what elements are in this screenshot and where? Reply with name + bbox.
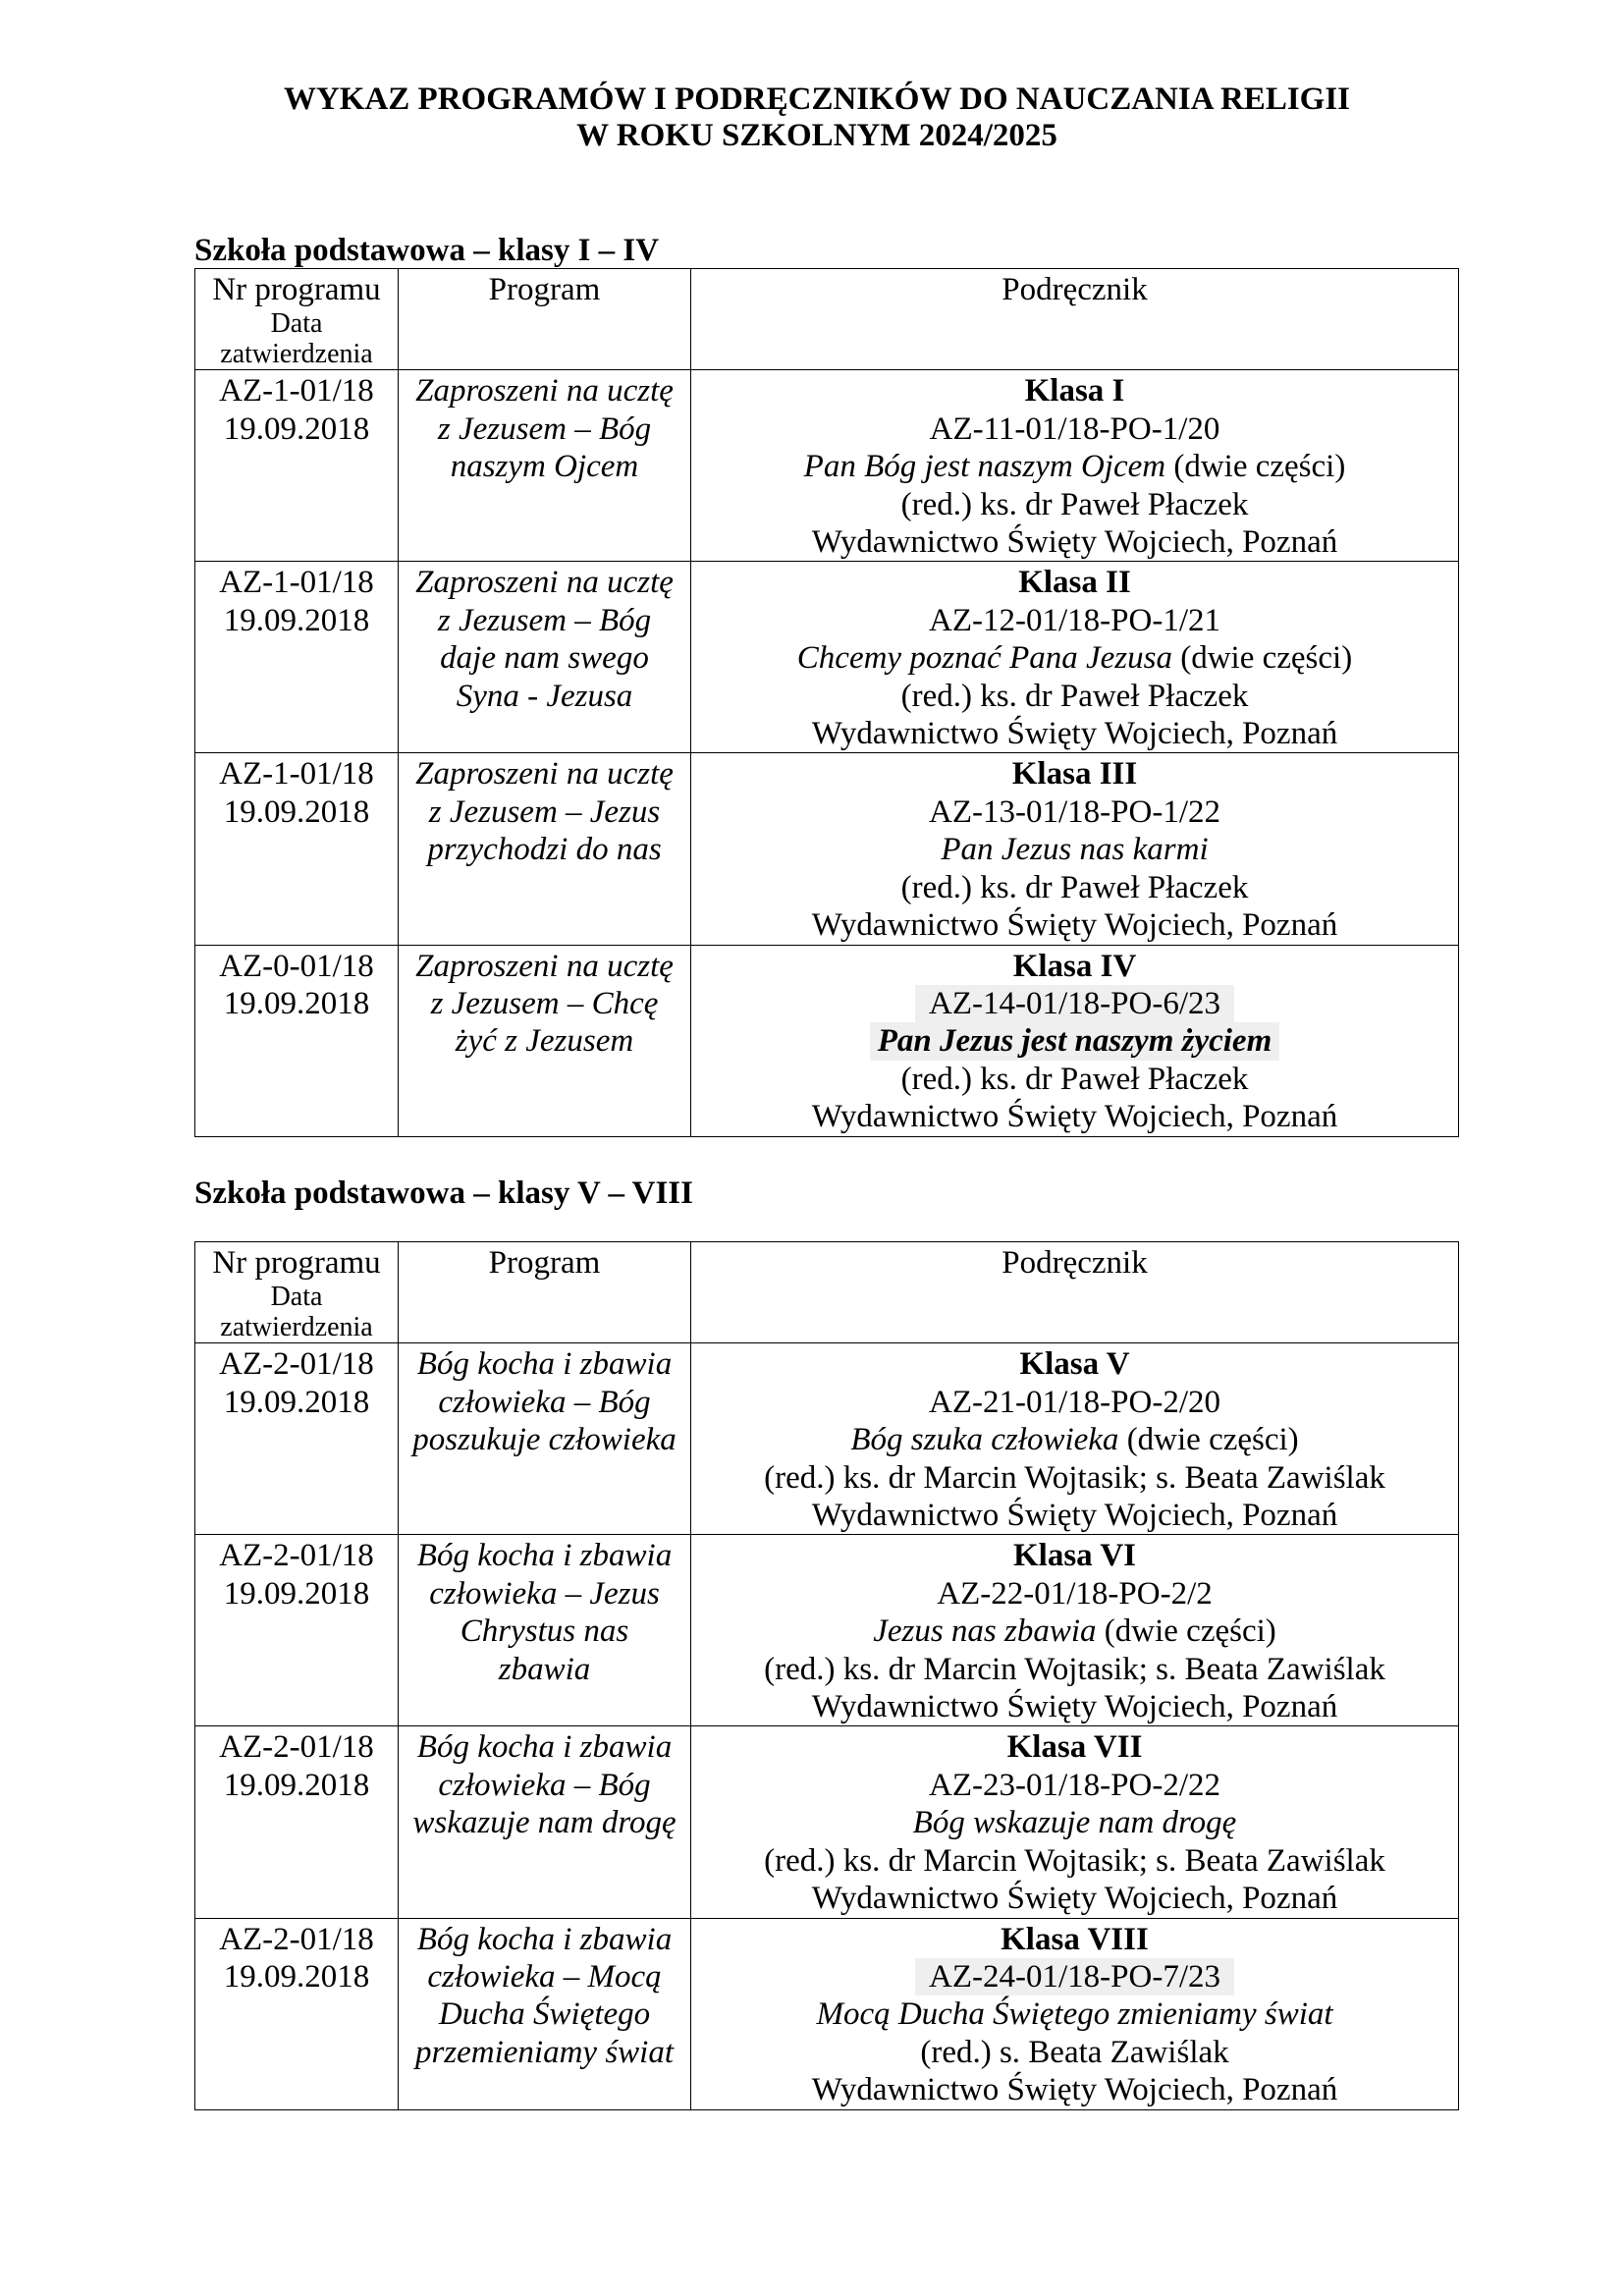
approval-date: 19.09.2018 xyxy=(223,1575,370,1612)
textbook-title: Pan Bóg jest naszym Ojcem xyxy=(803,449,1166,485)
section-1-table-body xyxy=(195,370,1459,1136)
header-approval-label: zatwierdzenia xyxy=(220,339,373,370)
textbook-code-line xyxy=(695,1384,1454,1421)
program-number-cell xyxy=(195,753,399,945)
header-textbook: Podręcznik xyxy=(691,269,1459,370)
program-number-cell xyxy=(195,1535,399,1726)
textbook-title: Mocą Ducha Świętego zmieniamy świat xyxy=(816,1996,1333,2033)
textbook-approval-code: AZ-22-01/18-PO-2/2 xyxy=(937,1575,1213,1612)
program-name-line: człowieka – Bóg xyxy=(438,1384,651,1420)
program-number: AZ-1-01/18 xyxy=(219,756,374,793)
textbook-approval-code: AZ-11-01/18-PO-1/20 xyxy=(929,410,1220,447)
header-date-label: Data xyxy=(270,308,323,340)
section-1-table xyxy=(194,268,1459,1137)
program-name-line: Zaproszeni na ucztę xyxy=(415,373,674,410)
textbook-editors: (red.) ks. dr Paweł Płaczek xyxy=(900,1061,1249,1097)
program-name-line: Zaproszeni na ucztę xyxy=(415,565,674,601)
program-name-line: z Jezusem – Bóg xyxy=(437,602,652,638)
textbook-title-line xyxy=(695,1613,1454,1650)
program-name-line: żyć z Jezusem xyxy=(455,1023,634,1060)
program-name-line: Ducha Świętego xyxy=(438,1996,651,2033)
document-title-line-2: W ROKU SZKOLNYM 2024/2025 xyxy=(576,118,1057,153)
textbook-publisher: Wydawnictwo Święty Wojciech, Poznań xyxy=(811,1689,1338,1725)
textbook-title: Pan Jezus nas karmi xyxy=(941,832,1209,868)
program-name-line: przemieniamy świat xyxy=(414,2034,675,2070)
header-program-number-label: Nr programu xyxy=(212,1245,381,1281)
table-row xyxy=(195,1535,1459,1726)
program-name-line: naszym Ojcem xyxy=(450,449,639,485)
textbook-title: Chcemy poznać Pana Jezusa xyxy=(796,640,1172,677)
textbook-publisher: Wydawnictwo Święty Wojciech, Poznań xyxy=(811,1881,1338,1917)
textbook-cell xyxy=(691,562,1459,753)
program-number-cell xyxy=(195,945,399,1136)
program-cell xyxy=(399,1343,691,1535)
section-2-heading: Szkoła podstawowa – klasy V – VIII xyxy=(194,1175,693,1211)
header-program: Program xyxy=(399,1242,691,1343)
textbook-approval-code: AZ-23-01/18-PO-2/22 xyxy=(929,1767,1220,1803)
program-name-line: Bóg kocha i zbawia xyxy=(416,1346,673,1383)
table-header-row xyxy=(195,269,1459,370)
textbook-parts-note: (dwie części) xyxy=(1104,1613,1276,1650)
program-name-line: Bóg kocha i zbawia xyxy=(416,1538,673,1574)
table-header-row xyxy=(195,1242,1459,1343)
document-title xyxy=(194,82,1439,154)
program-number: AZ-1-01/18 xyxy=(219,565,374,601)
program-name-line: przychodzi do nas xyxy=(427,832,662,868)
program-name-line: Zaproszeni na ucztę xyxy=(415,948,674,984)
textbook-title: Pan Jezus jest naszym życiem xyxy=(870,1022,1280,1060)
textbook-cell xyxy=(691,753,1459,945)
table-row xyxy=(195,945,1459,1136)
program-name-line: wskazuje nam drogę xyxy=(412,1805,677,1841)
table-row xyxy=(195,370,1459,562)
textbook-cell xyxy=(691,945,1459,1136)
textbook-editors: (red.) ks. dr Paweł Płaczek xyxy=(900,678,1249,714)
program-cell xyxy=(399,1535,691,1726)
header-program: Program xyxy=(399,269,691,370)
textbook-publisher: Wydawnictwo Święty Wojciech, Poznań xyxy=(811,1498,1338,1534)
textbook-code-line xyxy=(695,410,1454,448)
program-number-cell xyxy=(195,1343,399,1535)
table-row xyxy=(195,1918,1459,2109)
section-1-heading: Szkoła podstawowa – klasy I – IV xyxy=(194,233,660,268)
textbook-title-line xyxy=(695,1995,1454,2033)
textbook-title: Bóg wskazuje nam drogę xyxy=(912,1805,1237,1841)
table-row xyxy=(195,562,1459,753)
textbook-publisher: Wydawnictwo Święty Wojciech, Poznań xyxy=(811,1099,1338,1135)
program-name-line: poszukuje człowieka xyxy=(412,1422,677,1458)
program-name-line: Syna - Jezusa xyxy=(456,678,633,714)
textbook-cell xyxy=(691,1918,1459,2109)
grade-label: Klasa I xyxy=(1024,373,1125,410)
program-number: AZ-1-01/18 xyxy=(219,373,374,410)
header-program-number xyxy=(195,269,399,370)
textbook-cell xyxy=(691,370,1459,562)
program-number: AZ-2-01/18 xyxy=(219,1729,374,1766)
program-name-line: człowieka – Mocą xyxy=(427,1958,662,1995)
textbook-editors: (red.) ks. dr Marcin Wojtasik; s. Beata Zawiślak xyxy=(764,1651,1385,1687)
textbook-editors: (red.) s. Beata Zawiślak xyxy=(920,2034,1229,2070)
table-row xyxy=(195,1343,1459,1535)
section-2-table-body xyxy=(195,1343,1459,2109)
program-number-cell xyxy=(195,562,399,753)
program-cell xyxy=(399,1726,691,1918)
program-number: AZ-2-01/18 xyxy=(219,1921,374,1957)
approval-date: 19.09.2018 xyxy=(223,1767,370,1803)
approval-date: 19.09.2018 xyxy=(223,602,370,638)
grade-label: Klasa III xyxy=(1011,756,1138,793)
textbook-title: Bóg szuka człowieka xyxy=(850,1422,1119,1458)
program-name-line: daje nam swego xyxy=(440,640,649,677)
textbook-approval-code: AZ-13-01/18-PO-1/22 xyxy=(929,793,1220,830)
program-name-line: człowieka – Jezus xyxy=(429,1575,660,1612)
program-name-line: Zaproszeni na ucztę xyxy=(415,756,674,793)
textbook-cell xyxy=(691,1343,1459,1535)
textbook-cell xyxy=(691,1535,1459,1726)
header-approval-label: zatwierdzenia xyxy=(220,1312,373,1343)
textbook-title-line xyxy=(695,448,1454,485)
program-name-line: z Jezusem – Bóg xyxy=(437,410,652,447)
textbook-title-line xyxy=(695,639,1454,677)
program-number: AZ-0-01/18 xyxy=(219,948,374,984)
textbook-title-line xyxy=(695,1804,1454,1841)
textbook-publisher: Wydawnictwo Święty Wojciech, Poznań xyxy=(811,524,1338,561)
textbook-code-line xyxy=(695,1767,1454,1804)
header-program-number xyxy=(195,1242,399,1343)
program-number-cell xyxy=(195,1726,399,1918)
table-row xyxy=(195,753,1459,945)
grade-label: Klasa IV xyxy=(1012,948,1137,984)
program-number: AZ-2-01/18 xyxy=(219,1538,374,1574)
program-cell xyxy=(399,370,691,562)
header-date-label: Data xyxy=(270,1282,323,1313)
textbook-code-line xyxy=(695,793,1454,831)
table-row xyxy=(195,1726,1459,1918)
textbook-parts-note: (dwie części) xyxy=(1126,1422,1299,1458)
textbook-editors: (red.) ks. dr Paweł Płaczek xyxy=(900,869,1249,905)
textbook-publisher: Wydawnictwo Święty Wojciech, Poznań xyxy=(811,2072,1338,2108)
textbook-approval-code: AZ-21-01/18-PO-2/20 xyxy=(929,1384,1220,1420)
grade-label: Klasa II xyxy=(1018,565,1131,601)
grade-label: Klasa V xyxy=(1019,1346,1130,1383)
program-name-line: Bóg kocha i zbawia xyxy=(416,1729,673,1766)
program-cell xyxy=(399,1918,691,2109)
header-program-number-label: Nr programu xyxy=(212,272,381,307)
grade-label: Klasa VII xyxy=(1006,1729,1143,1766)
program-name-line: człowieka – Bóg xyxy=(438,1767,651,1803)
textbook-approval-code: AZ-24-01/18-PO-7/23 xyxy=(915,1958,1234,1995)
textbook-title: Jezus nas zbawia xyxy=(873,1613,1097,1650)
document-title-line-1: WYKAZ PROGRAMÓW I PODRĘCZNIKÓW DO NAUCZANIA RELIGII xyxy=(283,82,1351,117)
textbook-editors: (red.) ks. dr Marcin Wojtasik; s. Beata Zawiślak xyxy=(764,1459,1385,1496)
approval-date: 19.09.2018 xyxy=(223,1958,370,1995)
textbook-code-line xyxy=(695,1958,1454,1995)
approval-date: 19.09.2018 xyxy=(223,410,370,447)
program-number: AZ-2-01/18 xyxy=(219,1346,374,1383)
textbook-publisher: Wydawnictwo Święty Wojciech, Poznań xyxy=(811,716,1338,752)
section-2-table xyxy=(194,1241,1459,2110)
program-number-cell xyxy=(195,370,399,562)
textbook-title-line xyxy=(695,831,1454,868)
program-name-line: Chrystus nas xyxy=(460,1613,629,1650)
textbook-code-line xyxy=(695,1575,1454,1613)
textbook-title-line xyxy=(695,1022,1454,1060)
program-name-line: z Jezusem – Chcę xyxy=(430,985,659,1021)
textbook-code-line xyxy=(695,602,1454,639)
program-name-line: Bóg kocha i zbawia xyxy=(416,1921,673,1957)
textbook-parts-note: (dwie części) xyxy=(1180,640,1353,677)
header-textbook: Podręcznik xyxy=(691,1242,1459,1343)
program-number-cell xyxy=(195,1918,399,2109)
grade-label: Klasa VIII xyxy=(1001,1921,1149,1957)
program-cell xyxy=(399,945,691,1136)
program-name-line: zbawia xyxy=(498,1651,591,1687)
textbook-approval-code: AZ-14-01/18-PO-6/23 xyxy=(915,985,1234,1022)
textbook-editors: (red.) ks. dr Paweł Płaczek xyxy=(900,486,1249,522)
program-cell xyxy=(399,753,691,945)
textbook-cell xyxy=(691,1726,1459,1918)
grade-label: Klasa VI xyxy=(1012,1538,1136,1574)
textbook-publisher: Wydawnictwo Święty Wojciech, Poznań xyxy=(811,907,1338,944)
textbook-code-line xyxy=(695,985,1454,1022)
program-name-line: z Jezusem – Jezus xyxy=(428,793,661,830)
approval-date: 19.09.2018 xyxy=(223,793,370,830)
textbook-approval-code: AZ-12-01/18-PO-1/21 xyxy=(929,602,1220,638)
textbook-parts-note: (dwie części) xyxy=(1173,449,1346,485)
textbook-title-line xyxy=(695,1421,1454,1458)
approval-date: 19.09.2018 xyxy=(223,1384,370,1420)
approval-date: 19.09.2018 xyxy=(223,985,370,1021)
program-cell xyxy=(399,562,691,753)
textbook-editors: (red.) ks. dr Marcin Wojtasik; s. Beata Zawiślak xyxy=(764,1842,1385,1879)
